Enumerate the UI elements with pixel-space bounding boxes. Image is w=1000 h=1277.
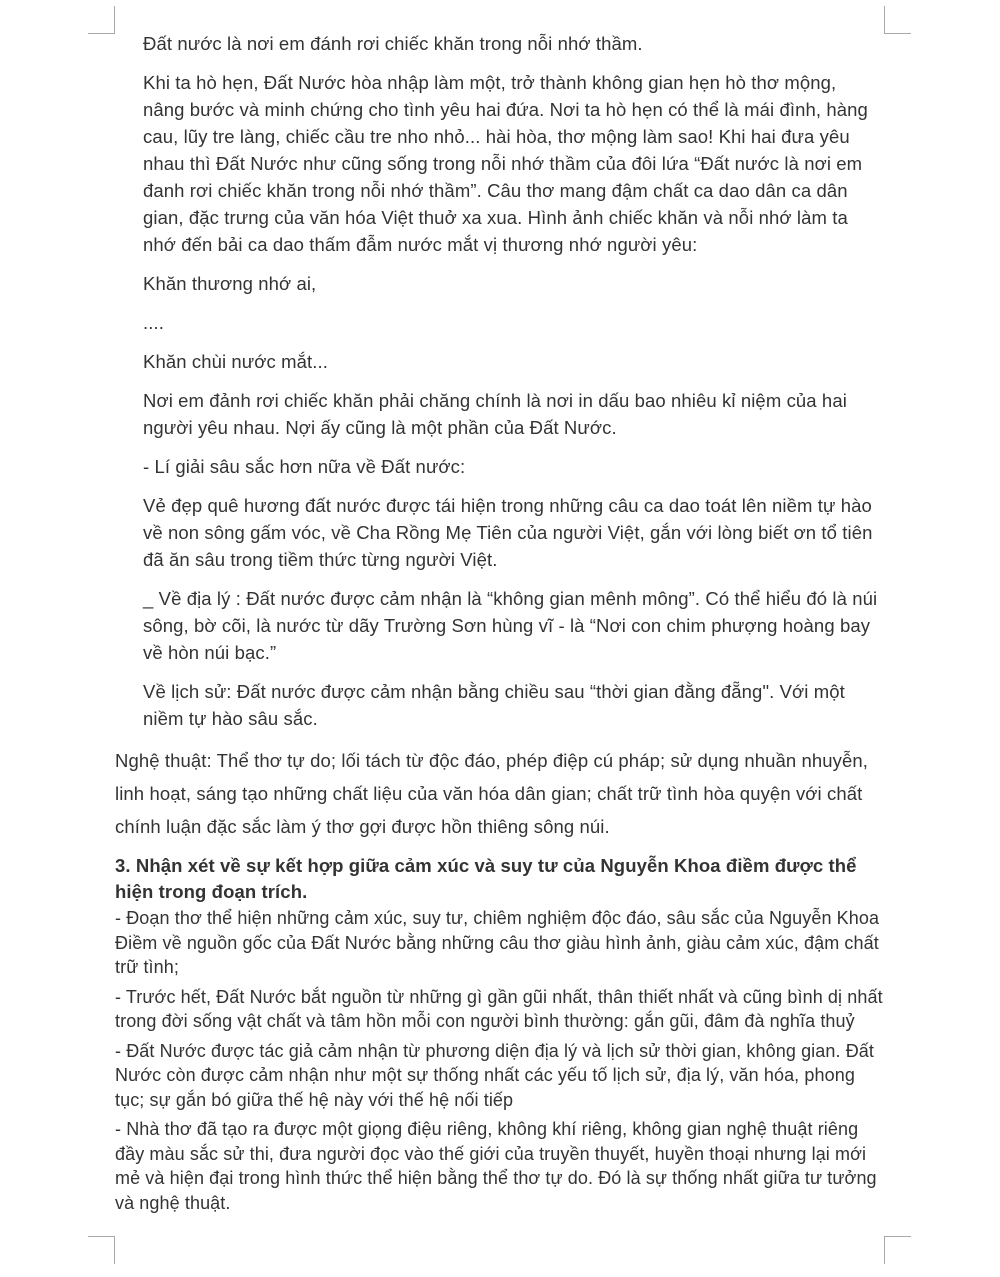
paragraph-analysis: Nơi em đảnh rơi chiếc khăn phải chăng chính là nơi in dấu bao nhiêu kỉ niệm của hai người yêu nhau. Nợi ấy cũng là một phần của Đất Nước. [143,390,847,438]
paragraph-geography: _ Về địa lý : Đất nước được cảm nhận là “không gian mênh mông”. Có thể hiểu đó là núi sông, bờ cõi, là nước từ dãy Trường Sơn hùng vĩ - là “Nơi con chim phượng hoàng bay về hòn núi bạc.” [143,588,878,663]
poem-line: Khăn chùi nước mắt... [143,351,328,372]
crop-mark-top-right-icon [884,6,911,34]
poem-ellipsis: .... [143,312,164,333]
paragraph-analysis: Khi ta hò hẹn, Đất Nước hòa nhập làm một, trở thành không gian hẹn hò thơ mộng, nâng bước và minh chứng cho tình yêu hai đứa. Nơi ta hò hẹn có thể là mái đình, hàng cau, lũy tre làng, chiếc cầu tre nho nhỏ... hài hòa, thơ mộng làm sao! Khi hai đưa yêu nhau thì Đất Nước như cũng sống trong nỗi nhớ thầm của đôi lứa “Đất nước là nơi em đanh rơi chiếc khăn trong nỗi nhớ thầm”. Câu thơ mang đậm chất ca dao dân ca dân gian, đặc trưng của văn hóa Việt thuở xa xua. Hình ảnh chiếc khăn và nỗi nhớ làm ta nhớ đến bải ca dao thấm đẫm nước mắt vị thương nhớ người yêu: [143,72,868,255]
bullet-paragraph: - Nhà thơ đã tạo ra được một giọng điệu riêng, không khí riêng, không gian nghệ thuật riêng đầy màu sắc sử thi, đưa người đọc vào thế giới của truyền thuyết, huyền thoại nhưng lại mới mẻ và hiện đại trong hình thức thể hiện bằng thể thơ tự do. Đó là sự thống nhất giữa tư tưởng và nghệ thuật. [115,1119,877,1213]
document-body [115,30,883,1220]
paragraph-list-item: - Lí giải sâu sắc hơn nữa về Đất nước: [143,456,466,477]
section-heading: 3. Nhận xét về sự kết hợp giữa cảm xúc và suy tư của Nguyễn Khoa điềm được thể hiện trong đoạn trích. [115,855,857,902]
paragraph-quote-line: Đất nước là nơi em đánh rơi chiếc khăn trong nỗi nhớ thầm. [143,33,643,54]
paragraph-history: Về lịch sử: Đất nước được cảm nhận bằng chiều sau “thời gian đằng đẵng". Với một niềm tự hào sâu sắc. [143,681,845,729]
poem-line: Khăn thương nhớ ai, [143,273,317,294]
crop-mark-bottom-right-icon [884,1236,911,1264]
bullet-paragraph: - Trước hết, Đất Nước bắt nguồn từ những gì gần gũi nhất, thân thiết nhất và cũng bình dị nhất trong đời sống vật chất và tâm hồn mỗi con người bình thường: gắn gũi, đâm đà nghĩa thuỷ [115,986,883,1031]
bullet-paragraph: - Đoạn thơ thể hiện những cảm xúc, suy tư, chiêm nghiệm độc đáo, sâu sắc của Nguyễn Khoa Điềm về nguồn gốc của Đất Nước bằng những câu thơ giàu hình ảnh, giàu cảm xúc, đậm chất trữ tình; [115,908,880,977]
paragraph-analysis: Vẻ đẹp quê hương đất nước được tái hiện trong những câu ca dao toát lên niềm tự hào về non sông gấm vóc, về Cha Rồng Mẹ Tiên của người Việt, gắn với lòng biết ơn tổ tiên đã ăn sâu trong tiềm thức từng người Việt. [143,495,873,570]
paragraph-art-summary: Nghệ thuật: Thể thơ tự do; lối tách từ độc đáo, phép điệp cú pháp; sử dụng nhuần nhuyễn, linh hoạt, sáng tạo những chất liệu của văn hóa dân gian; chất trữ tình hòa quyện với chất chính luận đặc sắc làm ý thơ gợi được hồn thiêng sông núi. [115,750,869,837]
bullet-paragraph: - Đất Nước được tác giả cảm nhận từ phương diện địa lý và lịch sử thời gian, không gian. Đất Nước còn được cảm nhận như một sự thống nhất các yếu tố lịch sử, địa lý, văn hóa, phong tục; sự gắn bó giữa thế hệ này với thế hệ nối tiếp [115,1040,875,1110]
crop-mark-top-left-icon [88,6,115,34]
crop-mark-bottom-left-icon [88,1236,115,1264]
